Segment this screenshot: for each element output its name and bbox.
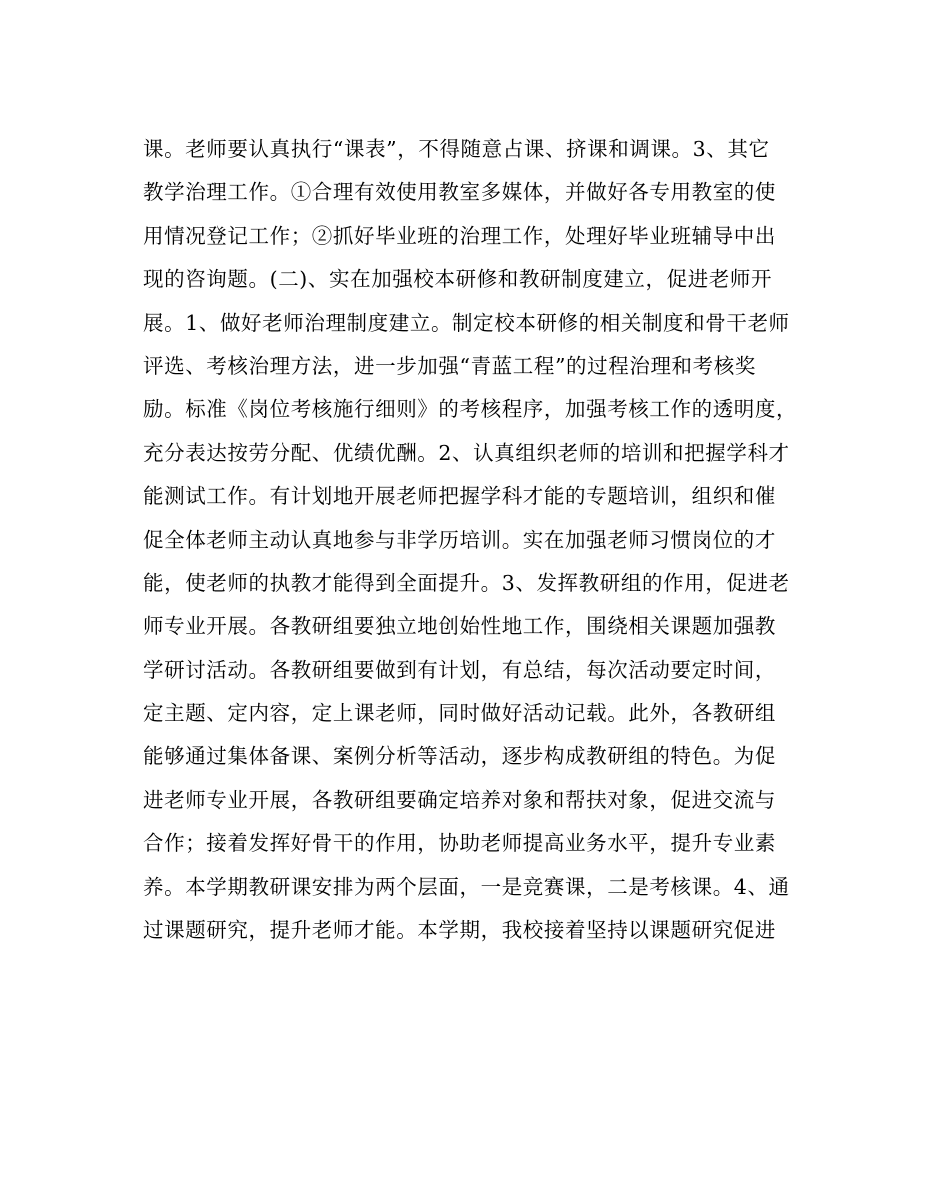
text-line: 能测试工作。有计划地开展老师把握学科才能的专题培训，组织和催 (143, 484, 776, 509)
text-line: 合作；接着发挥好骨干的作用，协助老师提高业务水平，提升专业素 (143, 831, 776, 856)
text-line: 教学治理工作。①合理有效使用教室多媒体，并做好各专用教室的使 (143, 180, 776, 205)
text-line: 养。本学期教研课安排为两个层面，一是竞赛课，二是考核课。4、通 (143, 874, 790, 899)
text-line: 促全体老师主动认真地参与非学历培训。实在加强老师习惯岗位的才 (143, 527, 776, 552)
text-line: 能，使老师的执教才能得到全面提升。3、发挥教研组的作用，促进老 (143, 570, 790, 595)
text-line: 用情况登记工作；②抓好毕业班的治理工作，处理好毕业班辅导中出 (143, 223, 776, 248)
text-line: 课。老师要认真执行“课表”，不得随意占课、挤课和调课。3、其它 (143, 137, 770, 161)
text-line: 励。标准《岗位考核施行细则》的考核程序，加强考核工作的透明度， (143, 397, 798, 422)
text-line: 现的咨询题。(二)、实在加强校本研修和教研制度建立，促进老师开 (143, 267, 773, 292)
text-line: 定主题、定内容，定上课老师，同时做好活动记载。此外，各教研组 (143, 701, 776, 726)
text-line: 进老师专业开展，各教研组要确定培养对象和帮扶对象，促进交流与 (143, 787, 776, 812)
body-text (143, 128, 823, 952)
text-line: 能够通过集体备课、案例分析等活动，逐步构成教研组的特色。为促 (143, 744, 776, 769)
text-line: 评选、考核治理方法，进一步加强“青蓝工程”的过程治理和考核奖 (143, 353, 756, 378)
text-line: 学研讨活动。各教研组要做到有计划，有总结，每次活动要定时间， (143, 657, 776, 682)
text-line: 充分表达按劳分配、优绩优酬。2、认真组织老师的培训和把握学科才 (143, 440, 790, 465)
text-line: 展。1、做好老师治理制度建立。制定校本研修的相关制度和骨干老师 (143, 310, 790, 335)
text-line: 师专业开展。各教研组要独立地创始性地工作，围绕相关课题加强教 (143, 614, 776, 639)
text-line: 过课题研究，提升老师才能。本学期，我校接着坚持以课题研究促进 (143, 918, 776, 943)
